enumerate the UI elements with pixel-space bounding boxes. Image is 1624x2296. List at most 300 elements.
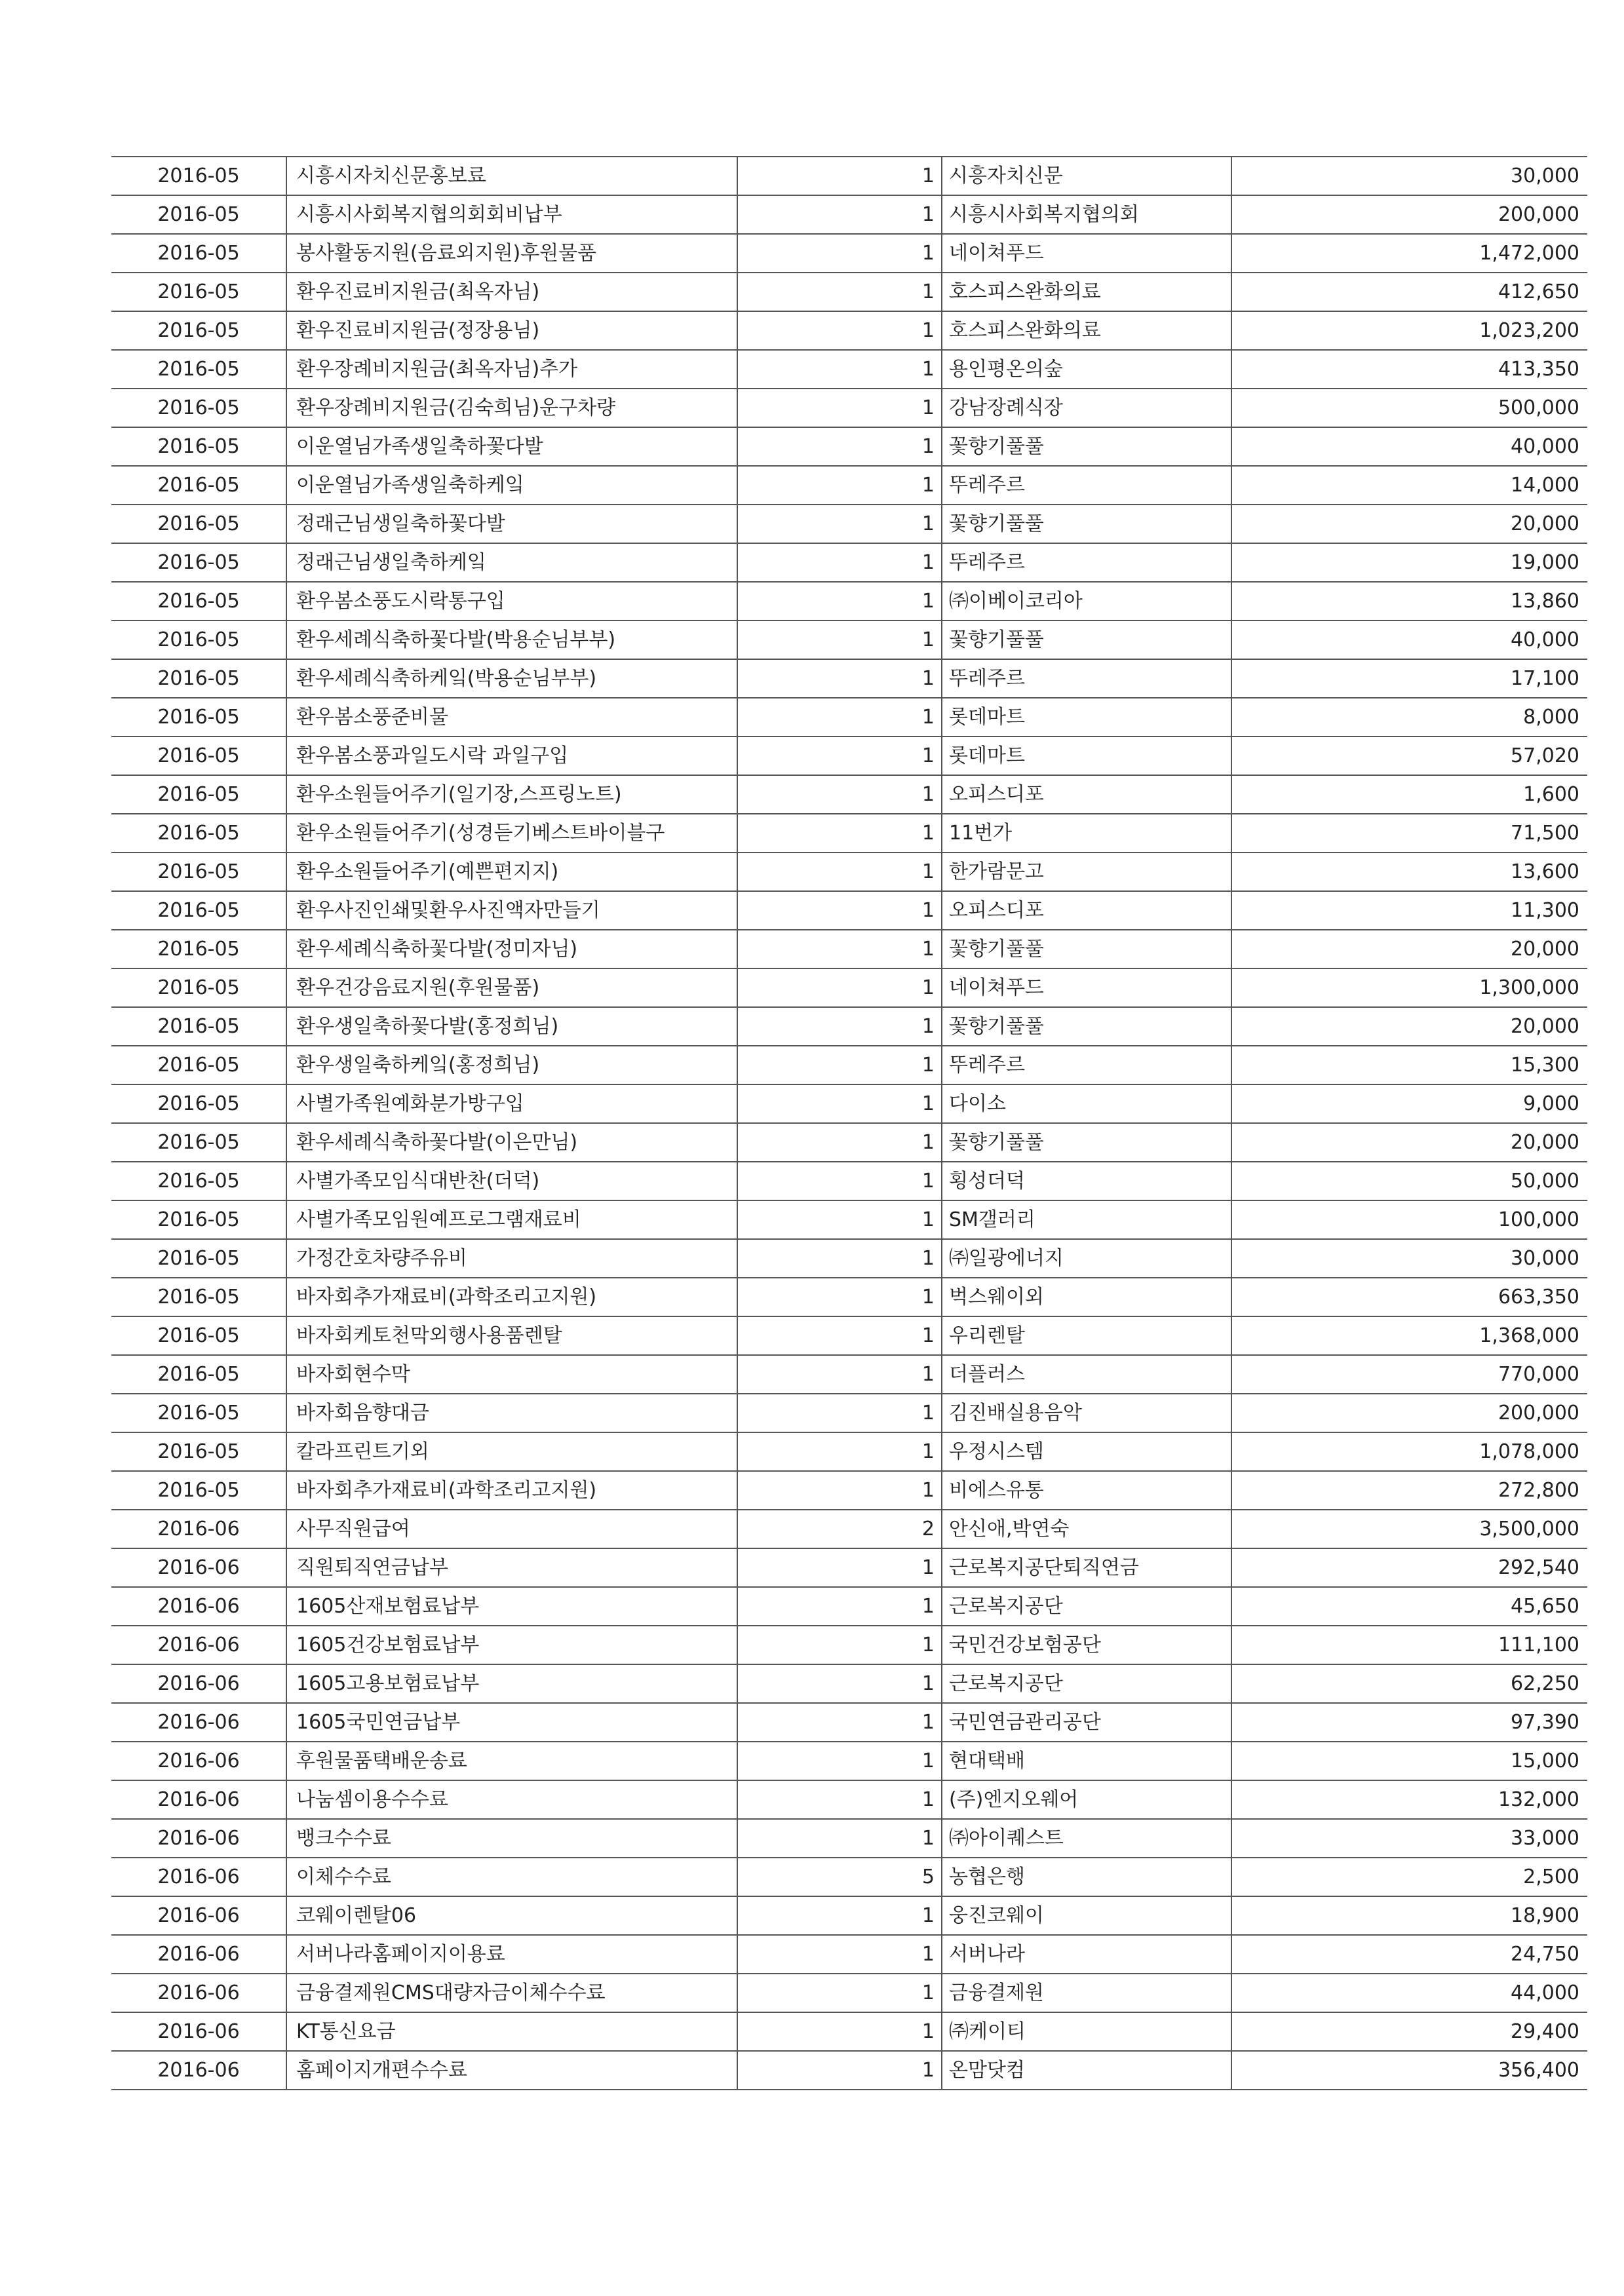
vendor-cell: 꽃향기풀풀	[942, 427, 1231, 466]
amount-cell: 24,750	[1231, 1935, 1587, 1974]
table-row	[111, 1742, 1587, 1780]
item-cell: 환우생일축하꽃다발(홍정희님)	[286, 1007, 737, 1046]
vendor-cell: 꽃향기풀풀	[942, 1007, 1231, 1046]
quantity-cell: 1	[737, 1162, 942, 1200]
quantity-cell: 1	[737, 621, 942, 659]
quantity-cell: 1	[737, 1239, 942, 1278]
vendor-cell: 국민건강보험공단	[942, 1626, 1231, 1664]
month-cell: 2016-05	[111, 505, 286, 543]
item-cell: 환우진료비지원금(정장용님)	[286, 311, 737, 350]
table-row	[111, 930, 1587, 968]
vendor-cell: 김진배실용음악	[942, 1394, 1231, 1432]
month-cell: 2016-06	[111, 1587, 286, 1626]
vendor-cell: ㈜아이퀘스트	[942, 1819, 1231, 1858]
table-row	[111, 814, 1587, 852]
table-row	[111, 1084, 1587, 1123]
item-cell: 후원물품택배운송료	[286, 1742, 737, 1780]
item-cell: 홈페이지개편수수료	[286, 2051, 737, 2090]
amount-cell: 20,000	[1231, 1007, 1587, 1046]
vendor-cell: 우리렌탈	[942, 1316, 1231, 1355]
month-cell: 2016-05	[111, 273, 286, 311]
item-cell: 사무직원급여	[286, 1510, 737, 1548]
quantity-cell: 1	[737, 1626, 942, 1664]
vendor-cell: 웅진코웨이	[942, 1896, 1231, 1935]
item-cell: 환우소원들어주기(일기장,스프링노트)	[286, 775, 737, 814]
quantity-cell: 1	[737, 737, 942, 775]
month-cell: 2016-06	[111, 1858, 286, 1896]
item-cell: 칼라프린트기외	[286, 1432, 737, 1471]
month-cell: 2016-05	[111, 389, 286, 427]
table-row	[111, 2051, 1587, 2090]
amount-cell: 57,020	[1231, 737, 1587, 775]
vendor-cell: ㈜일광에너지	[942, 1239, 1231, 1278]
table-row	[111, 1780, 1587, 1819]
vendor-cell: 우정시스템	[942, 1432, 1231, 1471]
amount-cell: 71,500	[1231, 814, 1587, 852]
table-row	[111, 466, 1587, 505]
month-cell: 2016-06	[111, 1974, 286, 2012]
month-cell: 2016-06	[111, 2051, 286, 2090]
amount-cell: 200,000	[1231, 1394, 1587, 1432]
amount-cell: 200,000	[1231, 195, 1587, 234]
vendor-cell: 시흥시사회복지협의회	[942, 195, 1231, 234]
quantity-cell: 5	[737, 1858, 942, 1896]
month-cell: 2016-05	[111, 350, 286, 389]
item-cell: 환우세례식축하꽃다발(박용순님부부)	[286, 621, 737, 659]
month-cell: 2016-05	[111, 582, 286, 621]
table-row	[111, 1548, 1587, 1587]
vendor-cell: 꽃향기풀풀	[942, 930, 1231, 968]
item-cell: 정래근님생일축하꽃다발	[286, 505, 737, 543]
quantity-cell: 1	[737, 1084, 942, 1123]
item-cell: 환우사진인쇄및환우사진액자만들기	[286, 891, 737, 930]
item-cell: 바자회음향대금	[286, 1394, 737, 1432]
vendor-cell: 11번가	[942, 814, 1231, 852]
month-cell: 2016-05	[111, 621, 286, 659]
month-cell: 2016-05	[111, 1471, 286, 1510]
vendor-cell: 서버나라	[942, 1935, 1231, 1974]
amount-cell: 412,650	[1231, 273, 1587, 311]
item-cell: 1605고용보험료납부	[286, 1664, 737, 1703]
quantity-cell: 1	[737, 1587, 942, 1626]
month-cell: 2016-05	[111, 1046, 286, 1084]
month-cell: 2016-05	[111, 775, 286, 814]
amount-cell: 97,390	[1231, 1703, 1587, 1742]
amount-cell: 13,600	[1231, 852, 1587, 891]
quantity-cell: 1	[737, 891, 942, 930]
amount-cell: 30,000	[1231, 157, 1587, 195]
month-cell: 2016-05	[111, 968, 286, 1007]
quantity-cell: 1	[737, 814, 942, 852]
expense-ledger-table	[111, 156, 1587, 2090]
month-cell: 2016-06	[111, 1935, 286, 1974]
item-cell: 서버나라홈페이지이용료	[286, 1935, 737, 1974]
quantity-cell: 1	[737, 582, 942, 621]
amount-cell: 1,300,000	[1231, 968, 1587, 1007]
quantity-cell: 1	[737, 273, 942, 311]
month-cell: 2016-05	[111, 1278, 286, 1316]
amount-cell: 40,000	[1231, 621, 1587, 659]
month-cell: 2016-05	[111, 698, 286, 737]
item-cell: 가정간호차량주유비	[286, 1239, 737, 1278]
vendor-cell: 롯데마트	[942, 698, 1231, 737]
quantity-cell: 1	[737, 1819, 942, 1858]
month-cell: 2016-05	[111, 1084, 286, 1123]
vendor-cell: 금융결제원	[942, 1974, 1231, 2012]
vendor-cell: 용인평온의숲	[942, 350, 1231, 389]
amount-cell: 1,600	[1231, 775, 1587, 814]
item-cell: 이운열님가족생일축하꽃다발	[286, 427, 737, 466]
table-row	[111, 1278, 1587, 1316]
table-row	[111, 1935, 1587, 1974]
item-cell: 환우장례비지원금(김숙희님)운구차량	[286, 389, 737, 427]
month-cell: 2016-05	[111, 1007, 286, 1046]
month-cell: 2016-05	[111, 1162, 286, 1200]
item-cell: 환우소원들어주기(성경듣기베스트바이블구	[286, 814, 737, 852]
quantity-cell: 1	[737, 1780, 942, 1819]
table-row	[111, 505, 1587, 543]
item-cell: 사별가족모임식대반찬(더덕)	[286, 1162, 737, 1200]
vendor-cell: 근로복지공단	[942, 1664, 1231, 1703]
month-cell: 2016-06	[111, 1510, 286, 1548]
table-row	[111, 1200, 1587, 1239]
month-cell: 2016-05	[111, 234, 286, 273]
month-cell: 2016-05	[111, 891, 286, 930]
quantity-cell: 1	[737, 1394, 942, 1432]
month-cell: 2016-05	[111, 1394, 286, 1432]
quantity-cell: 1	[737, 157, 942, 195]
quantity-cell: 1	[737, 311, 942, 350]
amount-cell: 50,000	[1231, 1162, 1587, 1200]
item-cell: 환우세례식축하꽃다발(이은만님)	[286, 1123, 737, 1162]
table-row	[111, 2012, 1587, 2051]
table-row	[111, 1471, 1587, 1510]
item-cell: 바자회추가재료비(과학조리고지원)	[286, 1278, 737, 1316]
item-cell: KT통신요금	[286, 2012, 737, 2051]
table-row	[111, 1510, 1587, 1548]
amount-cell: 292,540	[1231, 1548, 1587, 1587]
vendor-cell: 호스피스완화의료	[942, 273, 1231, 311]
month-cell: 2016-05	[111, 427, 286, 466]
vendor-cell: 롯데마트	[942, 737, 1231, 775]
amount-cell: 8,000	[1231, 698, 1587, 737]
quantity-cell: 1	[737, 1278, 942, 1316]
amount-cell: 413,350	[1231, 350, 1587, 389]
table-row	[111, 1432, 1587, 1471]
table-row	[111, 659, 1587, 698]
quantity-cell: 1	[737, 1123, 942, 1162]
vendor-cell: 꽃향기풀풀	[942, 1123, 1231, 1162]
vendor-cell: 근로복지공단퇴직연금	[942, 1548, 1231, 1587]
quantity-cell: 1	[737, 1355, 942, 1394]
vendor-cell: 네이쳐푸드	[942, 968, 1231, 1007]
table-row	[111, 1858, 1587, 1896]
table-row	[111, 427, 1587, 466]
amount-cell: 30,000	[1231, 1239, 1587, 1278]
vendor-cell: 다이소	[942, 1084, 1231, 1123]
table-row	[111, 1123, 1587, 1162]
table-row	[111, 1819, 1587, 1858]
quantity-cell: 1	[737, 930, 942, 968]
vendor-cell: 뚜레주르	[942, 466, 1231, 505]
item-cell: 코웨이렌탈06	[286, 1896, 737, 1935]
table-row	[111, 1626, 1587, 1664]
table-row	[111, 543, 1587, 582]
item-cell: 환우봄소풍준비물	[286, 698, 737, 737]
amount-cell: 13,860	[1231, 582, 1587, 621]
month-cell: 2016-06	[111, 1626, 286, 1664]
quantity-cell: 1	[737, 1046, 942, 1084]
vendor-cell: 한가람문고	[942, 852, 1231, 891]
table-row	[111, 852, 1587, 891]
table-row	[111, 389, 1587, 427]
table-row	[111, 273, 1587, 311]
table-row	[111, 1394, 1587, 1432]
item-cell: 환우장례비지원금(최옥자님)추가	[286, 350, 737, 389]
table-row	[111, 1974, 1587, 2012]
month-cell: 2016-05	[111, 543, 286, 582]
item-cell: 봉사활동지원(음료외지원)후원물품	[286, 234, 737, 273]
item-cell: 바자회추가재료비(과학조리고지원)	[286, 1471, 737, 1510]
item-cell: 환우세례식축하꽃다발(정미자님)	[286, 930, 737, 968]
table-row	[111, 1007, 1587, 1046]
quantity-cell: 1	[737, 1432, 942, 1471]
amount-cell: 15,000	[1231, 1742, 1587, 1780]
month-cell: 2016-05	[111, 311, 286, 350]
table-row	[111, 157, 1587, 195]
month-cell: 2016-05	[111, 1355, 286, 1394]
month-cell: 2016-05	[111, 466, 286, 505]
month-cell: 2016-06	[111, 1548, 286, 1587]
table-row	[111, 1355, 1587, 1394]
item-cell: 이체수수료	[286, 1858, 737, 1896]
quantity-cell: 1	[737, 1703, 942, 1742]
item-cell: 환우건강음료지원(후원물품)	[286, 968, 737, 1007]
month-cell: 2016-05	[111, 737, 286, 775]
item-cell: 이운열님가족생일축하케잌	[286, 466, 737, 505]
item-cell: 1605건강보험료납부	[286, 1626, 737, 1664]
amount-cell: 3,500,000	[1231, 1510, 1587, 1548]
item-cell: 정래근님생일축하케잌	[286, 543, 737, 582]
amount-cell: 62,250	[1231, 1664, 1587, 1703]
item-cell: 뱅크수수료	[286, 1819, 737, 1858]
quantity-cell: 1	[737, 195, 942, 234]
month-cell: 2016-05	[111, 195, 286, 234]
quantity-cell: 1	[737, 1007, 942, 1046]
quantity-cell: 1	[737, 543, 942, 582]
month-cell: 2016-05	[111, 852, 286, 891]
quantity-cell: 1	[737, 234, 942, 273]
amount-cell: 11,300	[1231, 891, 1587, 930]
vendor-cell: 현대택배	[942, 1742, 1231, 1780]
item-cell: 바자회케토천막외행사용품렌탈	[286, 1316, 737, 1355]
amount-cell: 9,000	[1231, 1084, 1587, 1123]
quantity-cell: 1	[737, 775, 942, 814]
amount-cell: 1,472,000	[1231, 234, 1587, 273]
month-cell: 2016-05	[111, 659, 286, 698]
table-row	[111, 1046, 1587, 1084]
amount-cell: 100,000	[1231, 1200, 1587, 1239]
item-cell: 시흥시사회복지협의회회비납부	[286, 195, 737, 234]
quantity-cell: 1	[737, 1316, 942, 1355]
table-row	[111, 1664, 1587, 1703]
month-cell: 2016-06	[111, 1703, 286, 1742]
vendor-cell: 오피스디포	[942, 891, 1231, 930]
quantity-cell: 1	[737, 2051, 942, 2090]
table-row	[111, 891, 1587, 930]
table-row	[111, 582, 1587, 621]
month-cell: 2016-05	[111, 930, 286, 968]
vendor-cell: 강남장례식장	[942, 389, 1231, 427]
amount-cell: 770,000	[1231, 1355, 1587, 1394]
month-cell: 2016-05	[111, 1432, 286, 1471]
item-cell: 환우소원들어주기(예쁜편지지)	[286, 852, 737, 891]
quantity-cell: 1	[737, 968, 942, 1007]
amount-cell: 17,100	[1231, 659, 1587, 698]
item-cell: 환우봄소풍과일도시락 과일구입	[286, 737, 737, 775]
quantity-cell: 2	[737, 1510, 942, 1548]
amount-cell: 1,023,200	[1231, 311, 1587, 350]
item-cell: 바자회현수막	[286, 1355, 737, 1394]
table-row	[111, 234, 1587, 273]
table-row	[111, 1896, 1587, 1935]
quantity-cell: 1	[737, 1200, 942, 1239]
table-row	[111, 737, 1587, 775]
table-row	[111, 350, 1587, 389]
quantity-cell: 1	[737, 1935, 942, 1974]
vendor-cell: 뚜레주르	[942, 659, 1231, 698]
item-cell: 시흥시자치신문홍보료	[286, 157, 737, 195]
amount-cell: 33,000	[1231, 1819, 1587, 1858]
vendor-cell: 더플러스	[942, 1355, 1231, 1394]
table-row	[111, 968, 1587, 1007]
vendor-cell: 꽃향기풀풀	[942, 505, 1231, 543]
quantity-cell: 1	[737, 2012, 942, 2051]
vendor-cell: 벅스웨이외	[942, 1278, 1231, 1316]
amount-cell: 45,650	[1231, 1587, 1587, 1626]
month-cell: 2016-06	[111, 2012, 286, 2051]
vendor-cell: 근로복지공단	[942, 1587, 1231, 1626]
amount-cell: 663,350	[1231, 1278, 1587, 1316]
amount-cell: 20,000	[1231, 1123, 1587, 1162]
amount-cell: 18,900	[1231, 1896, 1587, 1935]
item-cell: 1605산재보험료납부	[286, 1587, 737, 1626]
item-cell: 금융결제원CMS대량자금이체수수료	[286, 1974, 737, 2012]
amount-cell: 20,000	[1231, 930, 1587, 968]
item-cell: 환우생일축하케잌(홍정희님)	[286, 1046, 737, 1084]
month-cell: 2016-06	[111, 1742, 286, 1780]
vendor-cell: 온맘닷컴	[942, 2051, 1231, 2090]
month-cell: 2016-05	[111, 1123, 286, 1162]
quantity-cell: 1	[737, 1471, 942, 1510]
amount-cell: 14,000	[1231, 466, 1587, 505]
table-row	[111, 621, 1587, 659]
vendor-cell: 꽃향기풀풀	[942, 621, 1231, 659]
item-cell: 사별가족모임원예프로그램재료비	[286, 1200, 737, 1239]
item-cell: 1605국민연금납부	[286, 1703, 737, 1742]
quantity-cell: 1	[737, 852, 942, 891]
table-row	[111, 1162, 1587, 1200]
month-cell: 2016-05	[111, 1239, 286, 1278]
table-row	[111, 195, 1587, 234]
amount-cell: 1,368,000	[1231, 1316, 1587, 1355]
quantity-cell: 1	[737, 1664, 942, 1703]
vendor-cell: ㈜이베이코리아	[942, 582, 1231, 621]
month-cell: 2016-06	[111, 1896, 286, 1935]
quantity-cell: 1	[737, 1548, 942, 1587]
vendor-cell: 뚜레주르	[942, 1046, 1231, 1084]
amount-cell: 272,800	[1231, 1471, 1587, 1510]
item-cell: 환우진료비지원금(최옥자님)	[286, 273, 737, 311]
table-row	[111, 1239, 1587, 1278]
table-row	[111, 1316, 1587, 1355]
quantity-cell: 1	[737, 427, 942, 466]
quantity-cell: 1	[737, 350, 942, 389]
vendor-cell: 뚜레주르	[942, 543, 1231, 582]
vendor-cell: 오피스디포	[942, 775, 1231, 814]
table-row	[111, 1587, 1587, 1626]
amount-cell: 500,000	[1231, 389, 1587, 427]
item-cell: 사별가족원예화분가방구입	[286, 1084, 737, 1123]
vendor-cell: 시흥자치신문	[942, 157, 1231, 195]
amount-cell: 132,000	[1231, 1780, 1587, 1819]
ledger-body	[111, 157, 1587, 2090]
item-cell: 나눔셈이용수수료	[286, 1780, 737, 1819]
table-row	[111, 311, 1587, 350]
amount-cell: 20,000	[1231, 505, 1587, 543]
quantity-cell: 1	[737, 389, 942, 427]
amount-cell: 2,500	[1231, 1858, 1587, 1896]
quantity-cell: 1	[737, 698, 942, 737]
vendor-cell: 안신애,박연숙	[942, 1510, 1231, 1548]
month-cell: 2016-05	[111, 1316, 286, 1355]
table-row	[111, 1703, 1587, 1742]
item-cell: 직원퇴직연금납부	[286, 1548, 737, 1587]
vendor-cell: SM갤러리	[942, 1200, 1231, 1239]
month-cell: 2016-05	[111, 1200, 286, 1239]
amount-cell: 44,000	[1231, 1974, 1587, 2012]
quantity-cell: 1	[737, 1896, 942, 1935]
amount-cell: 19,000	[1231, 543, 1587, 582]
amount-cell: 356,400	[1231, 2051, 1587, 2090]
amount-cell: 15,300	[1231, 1046, 1587, 1084]
item-cell: 환우세례식축하케잌(박용순님부부)	[286, 659, 737, 698]
month-cell: 2016-06	[111, 1819, 286, 1858]
month-cell: 2016-06	[111, 1664, 286, 1703]
vendor-cell: 네이쳐푸드	[942, 234, 1231, 273]
quantity-cell: 1	[737, 659, 942, 698]
vendor-cell: 횡성더덕	[942, 1162, 1231, 1200]
amount-cell: 40,000	[1231, 427, 1587, 466]
quantity-cell: 1	[737, 466, 942, 505]
quantity-cell: 1	[737, 1974, 942, 2012]
month-cell: 2016-06	[111, 1780, 286, 1819]
vendor-cell: (주)엔지오웨어	[942, 1780, 1231, 1819]
vendor-cell: 비에스유통	[942, 1471, 1231, 1510]
vendor-cell: 호스피스완화의료	[942, 311, 1231, 350]
amount-cell: 111,100	[1231, 1626, 1587, 1664]
month-cell: 2016-05	[111, 814, 286, 852]
quantity-cell: 1	[737, 505, 942, 543]
table-row	[111, 775, 1587, 814]
vendor-cell: 농협은행	[942, 1858, 1231, 1896]
amount-cell: 29,400	[1231, 2012, 1587, 2051]
quantity-cell: 1	[737, 1742, 942, 1780]
table-row	[111, 698, 1587, 737]
month-cell: 2016-05	[111, 157, 286, 195]
amount-cell: 1,078,000	[1231, 1432, 1587, 1471]
vendor-cell: ㈜케이티	[942, 2012, 1231, 2051]
